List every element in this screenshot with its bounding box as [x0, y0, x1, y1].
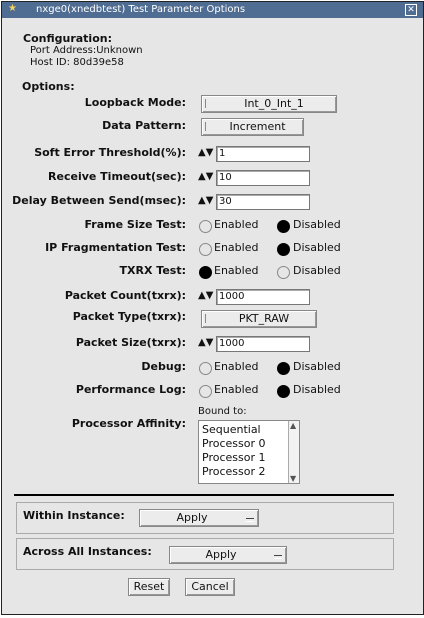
data-pattern-select[interactable]	[201, 118, 304, 136]
within-instance-apply-label: Apply	[176, 511, 208, 524]
list-item[interactable]: Processor 2	[202, 465, 266, 478]
spin-arrows-icon[interactable]: ▲▼	[198, 171, 214, 182]
loopback-mode-label: Loopback Mode:	[84, 96, 186, 109]
frame-size-disabled-label: Disabled	[293, 218, 341, 231]
list-item[interactable]: Sequential	[202, 423, 261, 436]
data-pattern-value: Increment	[229, 120, 286, 133]
ip-fragmentation-enabled-label: Enabled	[214, 241, 259, 254]
frame-size-enabled-radio[interactable]	[199, 220, 212, 233]
options-heading: Options:	[22, 80, 75, 93]
delay-between-send-input[interactable]: 30	[216, 194, 310, 210]
spin-arrows-icon[interactable]: ▲▼	[198, 195, 214, 206]
txrx-disabled-radio[interactable]	[277, 266, 290, 279]
option-menu-icon	[274, 555, 282, 559]
performance-log-disabled-label: Disabled	[293, 383, 341, 396]
choice-grip-icon	[205, 122, 207, 131]
performance-log-disabled-radio[interactable]	[277, 385, 290, 398]
receive-timeout-label: Receive Timeout(sec):	[48, 170, 186, 183]
choice-grip-icon	[205, 99, 207, 108]
port-address-text: Port Address:Unknown	[30, 45, 143, 56]
within-instance-panel	[16, 502, 394, 534]
delay-between-send-label: Delay Between Send(msec):	[12, 194, 186, 207]
packet-count-label: Packet Count(txrx):	[64, 289, 186, 302]
debug-disabled-label: Disabled	[293, 360, 341, 373]
ip-fragmentation-enabled-radio[interactable]	[199, 243, 212, 256]
data-pattern-label: Data Pattern:	[102, 119, 186, 132]
performance-log-enabled-radio[interactable]	[199, 385, 212, 398]
txrx-test-label: TXRX Test:	[119, 264, 186, 277]
separator	[14, 494, 394, 496]
debug-disabled-radio[interactable]	[277, 362, 290, 375]
frame-size-disabled-radio[interactable]	[277, 220, 290, 233]
across-instances-label: Across All Instances:	[23, 545, 152, 558]
dialog-window	[1, 1, 424, 615]
packet-type-value: PKT_RAW	[238, 312, 290, 325]
ip-fragmentation-disabled-label: Disabled	[293, 241, 341, 254]
frame-size-test-label: Frame Size Test:	[84, 218, 186, 231]
txrx-enabled-label: Enabled	[214, 264, 259, 277]
performance-log-enabled-label: Enabled	[214, 383, 259, 396]
packet-type-select[interactable]	[201, 310, 317, 328]
txrx-enabled-radio[interactable]	[199, 266, 212, 279]
scroll-up-icon[interactable]: ▲	[290, 421, 297, 430]
spin-arrows-icon[interactable]: ▲▼	[198, 147, 214, 158]
debug-enabled-radio[interactable]	[199, 362, 212, 375]
soft-error-threshold-label: Soft Error Threshold(%):	[34, 146, 186, 159]
window-title: nxge0(xnedbtest) Test Parameter Options	[36, 4, 246, 15]
cancel-button[interactable]: Cancel	[185, 578, 235, 596]
debug-label: Debug:	[141, 360, 186, 373]
host-id-text: Host ID: 80d39e58	[30, 57, 124, 68]
soft-error-threshold-input[interactable]: 1	[216, 146, 310, 162]
performance-log-label: Performance Log:	[75, 383, 186, 396]
packet-type-label: Packet Type(txrx):	[72, 310, 186, 323]
window-menu-icon[interactable]: ★	[8, 3, 17, 14]
packet-size-label: Packet Size(txrx):	[75, 336, 186, 349]
across-instances-apply-button[interactable]	[169, 546, 287, 564]
option-menu-icon	[246, 518, 254, 522]
debug-enabled-label: Enabled	[214, 360, 259, 373]
across-instances-panel	[16, 538, 394, 570]
txrx-disabled-label: Disabled	[293, 264, 341, 277]
across-instances-apply-label: Apply	[205, 548, 237, 561]
list-item[interactable]: Processor 1	[202, 451, 266, 464]
processor-affinity-label: Processor Affinity:	[71, 417, 186, 430]
scroll-down-icon[interactable]: ▼	[290, 474, 297, 483]
close-icon[interactable]: ✕	[405, 4, 417, 16]
packet-count-input[interactable]: 1000	[216, 289, 310, 305]
ip-fragmentation-test-label: IP Fragmentation Test:	[45, 241, 186, 254]
bound-to-label: Bound to:	[198, 406, 247, 417]
spin-arrows-icon[interactable]: ▲▼	[198, 290, 214, 301]
loopback-mode-value: Int_0_Int_1	[244, 97, 304, 110]
loopback-mode-select[interactable]	[201, 95, 337, 113]
processor-affinity-list[interactable]	[198, 420, 300, 484]
list-item[interactable]: Processor 0	[202, 437, 266, 450]
list-scrollbar[interactable]	[288, 421, 299, 483]
frame-size-enabled-label: Enabled	[214, 218, 259, 231]
ip-fragmentation-disabled-radio[interactable]	[277, 243, 290, 256]
packet-size-input[interactable]: 1000	[216, 336, 310, 352]
choice-grip-icon	[205, 314, 207, 323]
reset-button[interactable]: Reset	[128, 578, 170, 596]
within-instance-label: Within Instance:	[23, 509, 125, 522]
receive-timeout-input[interactable]: 10	[216, 170, 310, 186]
within-instance-apply-button[interactable]	[139, 509, 259, 527]
title-bar[interactable]	[2, 2, 423, 18]
spin-arrows-icon[interactable]: ▲▼	[198, 337, 214, 348]
configuration-heading: Configuration:	[23, 32, 112, 45]
